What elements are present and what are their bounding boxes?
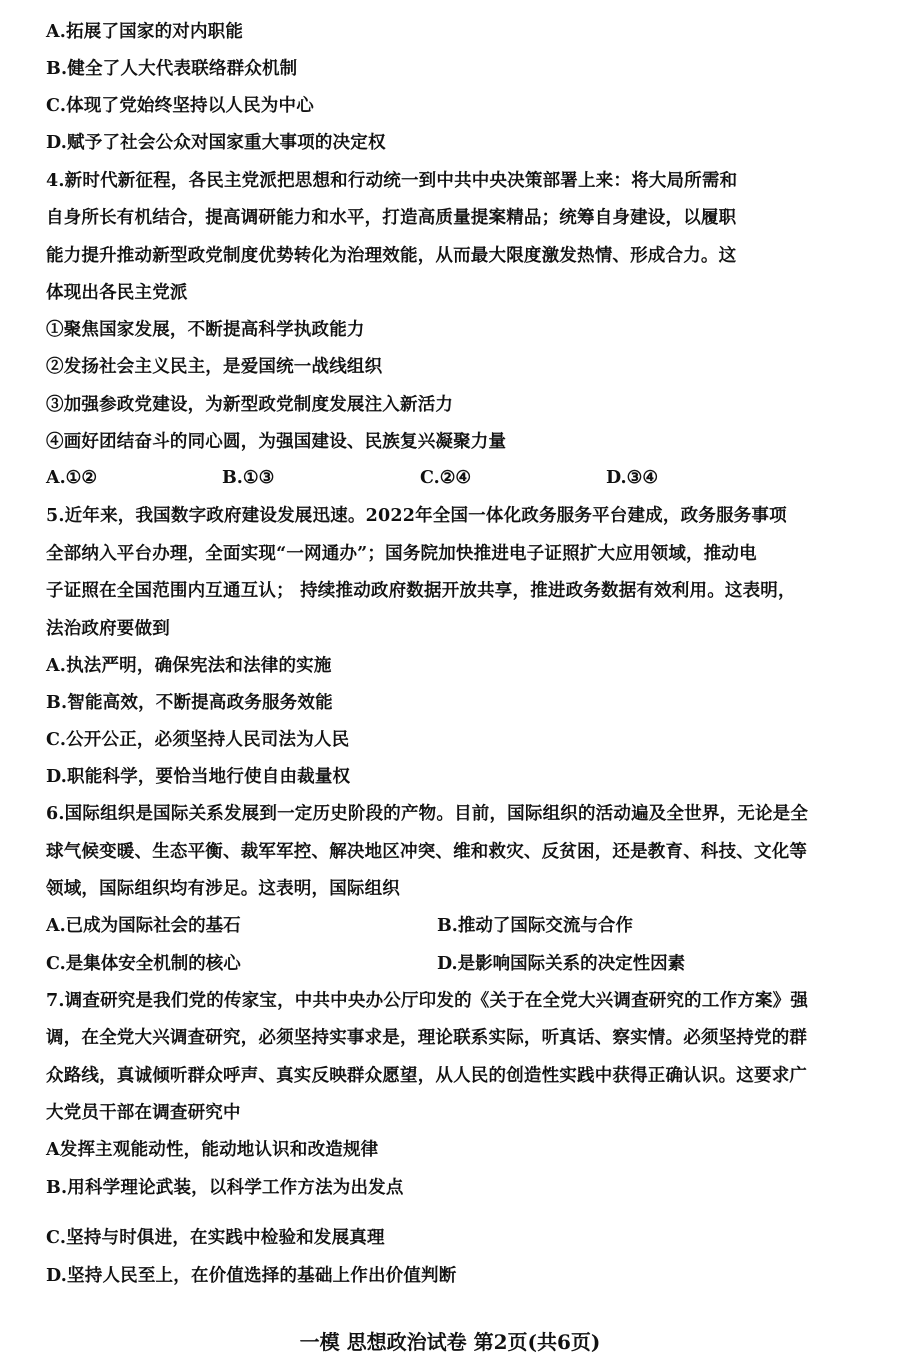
q7-stem-line-2: 调，在全党大兴调查研究，必须坚持实事求是，理论联系实际，听真话、察实情。必须坚持党的群 bbox=[46, 1028, 808, 1048]
q5-stem-line-3: 子证照在全国范围内互通互认； 持续推动政府数据开放共享，推进政务数据有效利用。这表明， bbox=[46, 581, 796, 601]
q4-stem-line-3: 能力提升推动新型政党制度优势转化为治理效能，从而最大限度激发热情、形成合力。这 bbox=[46, 246, 737, 266]
q6-stem-line-1: 6.国际组织是国际关系发展到一定历史阶段的产物。目前，国际组织的活动遍及全世界，无论是全 bbox=[46, 804, 809, 824]
q5-option-c: C.公开公正，必须坚持人民司法为人民 bbox=[46, 730, 350, 750]
q4-choice-b: B.①③ bbox=[222, 468, 275, 488]
q5-option-b: B.智能高效，不断提高政务服务效能 bbox=[46, 693, 333, 713]
q6-option-a: A.已成为国际社会的基石 bbox=[46, 916, 241, 936]
q4-choice-d: D.③④ bbox=[606, 468, 659, 488]
q4-choice-c: C.②④ bbox=[420, 468, 472, 488]
q7-stem-line-4: 大党员干部在调查研究中 bbox=[46, 1103, 241, 1123]
q4-statement-2: ②发扬社会主义民主，是爱国统一战线组织 bbox=[46, 357, 383, 377]
option-a-prev: A.拓展了国家的对内职能 bbox=[46, 22, 244, 42]
q7-option-a: A发挥主观能动性，能动地认识和改造规律 bbox=[46, 1140, 379, 1160]
q6-option-d: D.是影响国际关系的决定性因素 bbox=[437, 954, 686, 974]
q7-option-d: D.坚持人民至上，在价值选择的基础上作出价值判断 bbox=[46, 1266, 457, 1286]
option-b-prev: B.健全了人大代表联络群众机制 bbox=[46, 59, 298, 79]
q7-option-c: C.坚持与时俱进，在实践中检验和发展真理 bbox=[46, 1228, 385, 1248]
q4-statement-1: ①聚焦国家发展，不断提高科学执政能力 bbox=[46, 320, 365, 340]
q4-stem-line-1: 4.新时代新征程，各民主党派把思想和行动统一到中共中央决策部署上来：将大局所需和 bbox=[46, 171, 738, 191]
q6-option-c: C.是集体安全机制的核心 bbox=[46, 954, 241, 974]
q4-choice-a: A.①② bbox=[46, 468, 98, 488]
q5-stem-line-1: 5.近年来，我国数字政府建设发展迅速。2022年全国一体化政务服务平台建成，政务服务事项 bbox=[46, 506, 787, 526]
option-d-prev: D.赋予了社会公众对国家重大事项的决定权 bbox=[46, 133, 386, 153]
q5-stem-line-2: 全部纳入平台办理，全面实现“一网通办”；国务院加快推进电子证照扩大应用领域，推动电 bbox=[46, 544, 757, 564]
page-footer: 一模 思想政治试卷 第2页(共6页) bbox=[299, 1330, 601, 1354]
q5-option-d: D.职能科学，要恰当地行使自由裁量权 bbox=[46, 767, 351, 787]
q4-stem-line-2: 自身所长有机结合，提高调研能力和水平，打造高质量提案精品；统筹自身建设，以履职 bbox=[46, 208, 737, 228]
q7-option-b: B.用科学理论武装，以科学工作方法为出发点 bbox=[46, 1178, 404, 1198]
q7-stem-line-3: 众路线，真诚倾听群众呼声、真实反映群众愿望，从人民的创造性实践中获得正确认识。这要求广 bbox=[46, 1066, 808, 1086]
q5-option-a: A.执法严明，确保宪法和法律的实施 bbox=[46, 656, 332, 676]
q6-option-b: B.推动了国际交流与合作 bbox=[437, 916, 633, 936]
q6-stem-line-3: 领域，国际组织均有涉足。这表明，国际组织 bbox=[46, 879, 400, 899]
q5-stem-line-4: 法治政府要做到 bbox=[46, 619, 170, 639]
q6-stem-line-2: 球气候变暖、生态平衡、裁军军控、解决地区冲突、维和救灾、反贫困，还是教育、科技、文化等 bbox=[46, 842, 808, 862]
q4-statement-3: ③加强参政党建设，为新型政党制度发展注入新活力 bbox=[46, 395, 454, 415]
option-c-prev: C.体现了党始终坚持以人民为中心 bbox=[46, 96, 314, 116]
q4-statement-4: ④画好团结奋斗的同心圆，为强国建设、民族复兴凝聚力量 bbox=[46, 432, 507, 452]
q7-stem-line-1: 7.调查研究是我们党的传家宝，中共中央办公厅印发的《关于在全党大兴调查研究的工作方案》强 bbox=[46, 991, 809, 1011]
q4-stem-line-4: 体现出各民主党派 bbox=[46, 283, 188, 303]
